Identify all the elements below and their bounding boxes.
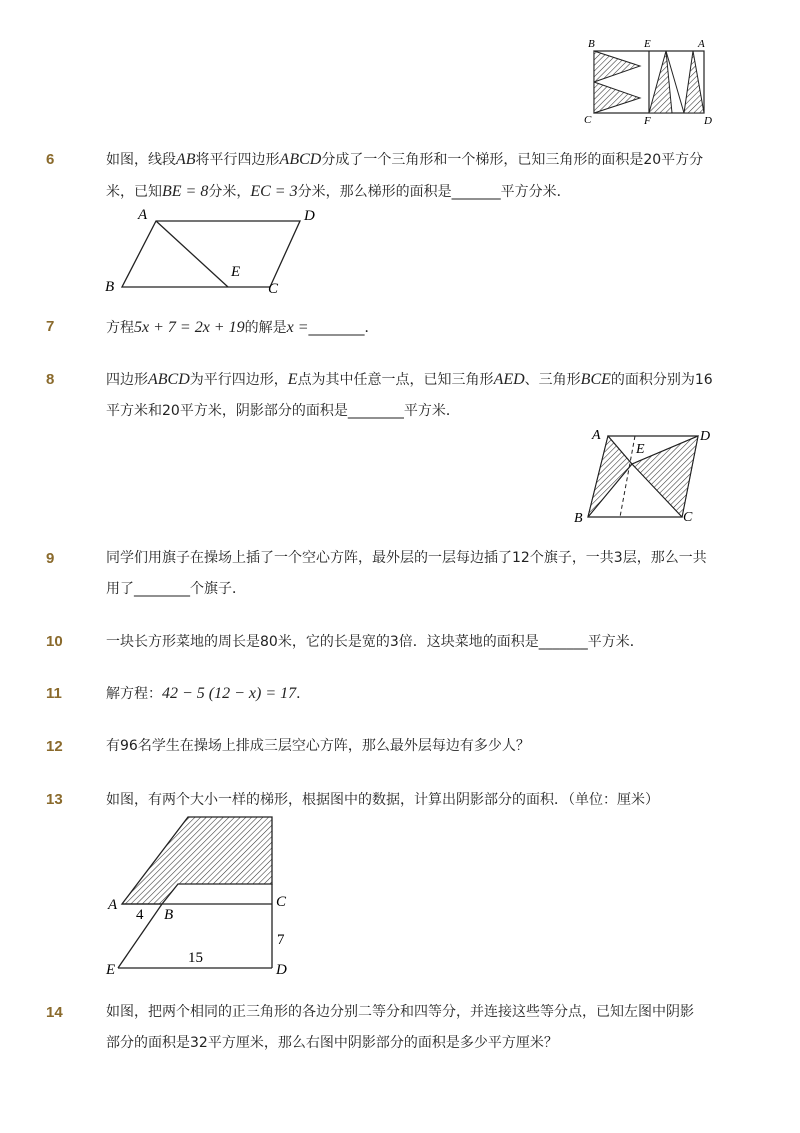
question-9-text: 同学们用旗子在操场上插了一个空心方阵，最外层的一层每边插了12个旗子，一共3层，那么一共 用了________个旗子．	[106, 550, 707, 597]
dimension-15: 15	[188, 950, 203, 966]
label-e: E	[231, 264, 241, 280]
question-number: 9	[46, 550, 55, 567]
label-a: A	[138, 207, 148, 223]
label-d: D	[304, 208, 315, 224]
label-c: C	[276, 894, 287, 910]
label-c: C	[584, 114, 592, 126]
question-8-text: 四边形ABCD为平行四边形，E点为其中任意一点，已知三角形AED、三角形BCE的面积分别为16 平方米和20平方米，阴影部分的面积是________平方米．	[106, 371, 713, 419]
label-b: B	[574, 511, 583, 526]
question-6-text: 如图，线段AB将平行四边形ABCD分成了一个三角形和一个梯形，已知三角形的面积是20平方分 米，已知BE = 8分米，EC = 3分米，那么梯形的面积是_______平方分米．	[106, 151, 704, 200]
trapezoids-figure-q13	[100, 810, 320, 982]
question-number: 6	[46, 151, 55, 168]
label-a: A	[698, 38, 705, 50]
question-number: 11	[46, 685, 62, 702]
question-7-text: 方程5x + 7 = 2x + 19的解是x =________．	[106, 319, 379, 336]
label-c: C	[268, 281, 279, 297]
question-number: 10	[46, 633, 63, 650]
question-13-text: 如图，有两个大小一样的梯形，根据图中的数据，计算出阴影部分的面积．（单位：厘米）	[106, 792, 659, 808]
parallelogram-figure-q8	[570, 424, 720, 526]
question-number: 13	[46, 791, 63, 808]
label-d: D	[276, 962, 287, 978]
question-11-text: 解方程：42 − 5 (12 − x) = 17．	[106, 685, 311, 702]
label-a: A	[592, 428, 601, 443]
label-b: B	[105, 279, 115, 295]
label-a: A	[108, 897, 118, 913]
parallelogram-figure-q6	[100, 203, 330, 299]
label-d: D	[704, 115, 712, 126]
label-d: D	[700, 429, 711, 444]
question-number: 14	[46, 1004, 63, 1021]
label-b: B	[164, 907, 174, 923]
label-f: F	[644, 115, 651, 126]
question-10-text: 一块长方形菜地的周长是80米，它的长是宽的3倍．这块菜地的面积是_______平方米．	[106, 634, 644, 650]
label-c: C	[683, 510, 693, 525]
label-b: B	[588, 38, 595, 50]
label-e: E	[644, 38, 651, 50]
dimension-7: 7	[277, 932, 285, 948]
dimension-4: 4	[136, 907, 144, 923]
question-number: 8	[46, 371, 55, 388]
question-number: 12	[46, 738, 63, 755]
top-rectangle-figure	[580, 34, 720, 126]
label-e: E	[106, 962, 116, 978]
question-14-text: 如图，把两个相同的正三角形的各边分别二等分和四等分，并连接这些等分点，已知左图中阴影 部分的面积是32平方厘米，那么右图中阴影部分的面积是多少平方厘米？	[106, 1004, 694, 1051]
question-number: 7	[46, 318, 55, 335]
question-12-text: 有96名学生在操场上排成三层空心方阵，那么最外层每边有多少人？	[106, 738, 530, 754]
label-e: E	[636, 442, 645, 457]
